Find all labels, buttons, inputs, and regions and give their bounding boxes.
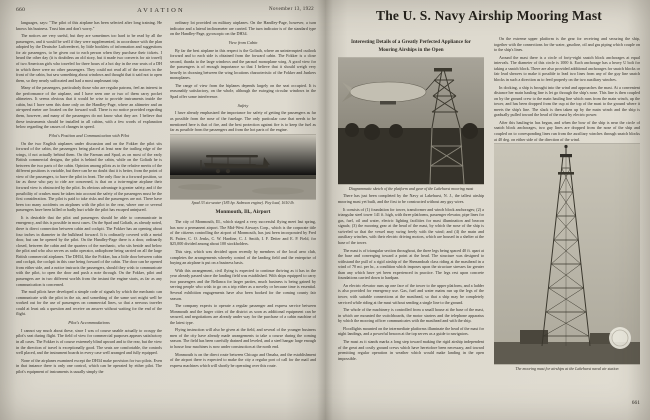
body-paragraph: I cannot say much about these, since I was of course unable actually to occupy the pilot's seat during flight. The field of view for commercial purposes appears satisfactory in all cases. The Fokker is of course extremely blind upward and to the rear, but the view in the direction of travel is exceptionally good. The seats are comfortable, the controls well placed, and the instrument boards in every case well arranged and fully equipped.	[16, 327, 162, 356]
body-paragraph: languages, says: "The pilot of this airplane has been selected after long training. He knows his business. Trust him and don't worry."	[16, 20, 162, 31]
body-paragraph: Monmouth is on the direct route between Chicago and Omaha, and the establishment of the airport there is expected to make the city a regular port of call for the mail and express machines which will shortly be operating over this route.	[170, 351, 316, 368]
body-paragraph: The range of view from the biplanes depends largely on the seat occupied. It is reasonably satisfactory, on the whole, although the swinging circular windows in the Spad offer some interference.	[170, 82, 316, 100]
page-number-left: 660	[16, 7, 26, 13]
spad-airplane-photo	[170, 135, 316, 199]
photo-caption: The mooring mast for airships at the Lakehurst naval air station	[515, 365, 619, 371]
left-page-column-2	[170, 20, 316, 406]
airship-moored-illustration	[338, 58, 484, 184]
section-heading-pilots-accommodations: Pilot's Accommodations	[68, 319, 110, 325]
section-heading-view-from-cabin: View from Cabin	[228, 39, 258, 45]
lattice-tower-illustration	[494, 144, 640, 364]
page-number-right: 661	[631, 400, 640, 406]
body-paragraph: Around the mast there is a circle of forty-eight snatch block anchorages at equal intervals. The diameter of this circle is 1000 ft. Each anchorage has a heavy U bolt for taking a snatch block. There are also provided additional anchorages for snatch blocks or fair lead sheaves to make it possible to lead two lines from any of the guy line snatch blocks in such a direction as to feed properly on the two auxiliary winches.	[494, 54, 640, 82]
body-paragraph: After this hauling-in has begun, and when the bow of the ship is near the circle of snatch block anchorages, two guy lines are dropped from the nose of the ship and coupled on to corresponding lines run from the auxiliary winches through snatch blocks at 40 deg. on either side of the direction of the wind.	[494, 119, 640, 142]
body-paragraph: On the extreme upper platform is the gear for receiving and securing the ship, together with the connections for the water, gasoline, oil and gas piping which couple on to the ship's lines.	[494, 36, 640, 53]
journal-title: AVIATION	[137, 7, 185, 14]
article-title: The U. S. Navy Airship Mooring Mast	[375, 8, 602, 23]
body-paragraph: I have already emphasized the importance for safety of getting the passengers as far as possible from the nose of the fuselage. The only particular case that needs to be mentioned here is that of fire, and the best protection against fire is to keep the fuel as far as possible from the passengers and from the hot parts of the engine.	[170, 110, 316, 133]
section-heading-pilots-position: Pilot's Position and Communication with Pilot	[48, 132, 130, 138]
body-paragraph: This step, which was decided upon recently by members of the local aero club, completes the arrangements whereby control of the landing field and the enterprise of buying an airplane is put on a business basis.	[170, 249, 316, 266]
airship-at-mast-photo	[338, 58, 484, 184]
right-page-column-2	[494, 36, 640, 406]
body-paragraph: It consists of (1) foundation for tower, transformer and winch block anchorages; (2) a triangular steel tower 141 ft. high, with three platforms, passenger elevator, pipe lines for gas, fuel, oil and water, electric lighting facilities for mast illumination and beacon signals; (3) the mooring gear at the head of the mast, by which the nose of the ship is swiveled so that the vessel may swing freely with the wind; and (4) the main and auxiliary winches, with their electric driving motors, which are housed in a shelter at the base of the tower.	[338, 206, 484, 245]
body-paragraph: Many of the passengers, particularly those who are regular patrons, feel an interest in the performance of the airplane, and I have seen one or two of them carry pocket altimeters. It seems obvious that it would be wise to provide instruments inside the cabin, but I have seen this done only on the Handley-Page, where an altimeter and an air-speed meter are located on the forward wall. There is no notice provided regarding them, however, and many of the passengers do not know what they are. I believe that these instruments should be installed in all cabins, with a few words of explanation below regarding the causes of changes in speed.	[16, 85, 162, 130]
section-heading-monmouth-airport: Monmouth, Ill., Airport	[215, 209, 271, 216]
body-paragraph: By far the best airplane in this respect is the Goliath, where an uninterrupted outlook forward and to each side is obtained from the forward cabin. The Fokker is a close second, thanks to the large windows and the parasol monoplane wing. A good view for the passengers is of enough importance so that I believe that it should weigh very heavily in choosing between the wing locations characteristic of the Fokker and Junkers monoplanes.	[170, 47, 316, 81]
body-paragraph: ordinary lot provided on military airplanes. On the Handley-Page, however, a turn indicator and a lateral inclinometer are carried. The turn indicator is of the standard type on the Handley-Page, gyroscopic on the DH34.	[170, 20, 316, 37]
body-paragraph: The city of Monmouth, Ill., which staged a very successful flying meet last spring, has now a permanent airport. The Mid-West Airways Corp., which is the corporate title of the citizens controlling the airport of Monmouth, has just been incorporated by Fred B. Pattee, C. O. Jenks, C. W. Hardine, C. J. Smith, I. F. Deiter and E. P. Field, for $25,000 divided among about 100 stockholders.	[170, 219, 316, 247]
body-paragraph: There has just been completed by the Navy at Lakehurst, N. J., the tallest airship mooring mast yet built, and the first to be constructed without any guy wires.	[338, 193, 484, 205]
photo-caption: Diagrammatic sketch of the platform and gear of the Lakehurst mooring mast	[348, 185, 474, 191]
body-paragraph: The mast as it stands marks a long step toward making the rigid airship independent of the great and costly ground crews which have heretofore been necessary, and toward permitting regular operation in weather which would make landing in the open impossible.	[338, 338, 484, 361]
section-heading-safety: Safety	[237, 102, 249, 108]
body-paragraph: The whole of the machinery is controlled from a small house at the base of the mast, in which are mounted the switchboards, the motor starters and the telephone apparatus by which the mooring officer communicates with the masthead and with the ship.	[338, 307, 484, 324]
body-paragraph: On the two English airplanes under discussion and on the Fokker the pilot sits forward of the cabin, the passengers being placed at least near the trailing edge of the wings, if not actually behind them. On the Farman and Spad, as on most of the early British commercial designs, the pilot is behind the cabin, while on the Goliath he is between the two parts of the cabin. Opinion among pilots as to the relative merits of the different positions is variable, but there can be no doubt that it is better, from the point of view of the passengers, to have the pilot in front. The only flaw in a forward position, so far as those who pay to ride are concerned, is that on a twin-engine airplane their forward view is obstructed by the pilot. Its obvious advantage is greater safety, and if the possibility of crashes must be taken into account the safety of the passengers must be the first consideration. The pilot is paid to take risks and the passengers are not. There have been too many accidents on airplanes with the pilot in the rear, where one or several passengers have been killed or badly hurt while the pilot has escaped uninjured.	[16, 140, 162, 213]
body-paragraph: Floodlights mounted on the intermediate platforms illuminate the head of the mast for night landings, and a powerful beacon at the top serves as a guide to navigators.	[338, 325, 484, 337]
body-paragraph: It is desirable that the pilot and passengers should be able to communicate in emergency, and this is possible in most cases. On the Spad and Goliath, as already noted, there is direct connection between cabin and cockpit. The Fokker has an opening about four inches in diameter in the bulkhead forward. It is ordinarily covered with a metal door, but can be opened by the pilot. On the Handley-Page there is a door, ordinarily closed, between the cabin and the quarters of the mechanic, who sits beside and below the pilot and who also serves as radio operator, radiophone being carried on all the large British commercial airplanes. The DH34, like the Fokker, has a little door between cabin and cockpit, the cockpit in this case being forward of the cabin. The door can be opened from either side, and a notice instructs the passengers, should they wish to communicate with the pilot, to open the door and push a note through. On the Fokker, pilot and passengers are in two different worlds from the instant the engine starts, as far as any communication is concerned.	[16, 214, 162, 287]
body-paragraph: None of the airplanes examined except the DH34 make provision for two pilots. Even in that instance there is only one control, which can be operated by either pilot. The pilot's equipment of instruments is usually simply the	[16, 357, 162, 374]
body-paragraph: An electric elevator runs up one face of the tower to the upper platform, and a ladder is also provided for emergency use. Gas, fuel and water mains run up the legs of the tower, with suitable connections at the masthead, so that a ship may be completely serviced while riding at the mast without sending a single line to the ground.	[338, 282, 484, 305]
body-paragraph: The mail pilots have developed a simple code of signals by which the mechanic can communicate with the pilot in the air, and something of the same sort might well be worked out for the use of passengers on commercial lines, so that a nervous traveler could at least ask a question and receive an answer without waiting for the end of the flight.	[16, 289, 162, 317]
body-paragraph: In docking, a ship is brought into the wind and approaches the mast. At a convenient distance her main hauling line is let go through the ship's nose. This line is then coupled on by the ground crew to the main hauling line which runs from the main winch, up the tower, and has been dropped from the cup at the top of the mast to the ground where it meets the ship's line. The slack is then taken up by the main winch and the ship is gradually pulled toward the head of the mast by electric power.	[494, 84, 640, 118]
right-page-column-1	[338, 36, 484, 406]
body-paragraph: The notices are very useful, but they are sometimes too hard to be read by all the passengers, and it would be well if they were supplemented, in accordance with the plan adopted by the Deutsche Luftreederei, by little booklets of information and suggestions for air passengers, to be given out to each person when they purchase their tickets. I heard the other day (it is doubtless an old story, but it made two converts for air travel) of two American girls who traveled for three hours of a hot day in the rear seats of a DH in which there were no other passengers. They could not read all of the notices in the front of the cabin, but saw something about windows and thought that it said not to open them, so they nearly suffocated and had a most unpleasant trip.	[16, 33, 162, 83]
body-paragraph: Flying instruction will also be given at the field, and several of the younger business men of the city have already made arrangements to take a course during the coming season. The field has been carefully drained and leveled, and a steel hangar large enough to house four machines is now under construction at the north end.	[170, 327, 316, 350]
body-paragraph: With this arrangement, civil flying is expected to continue thriving as it has in the year already passed since the landing field was established. With ships equipped to carry two passengers and the Bellanca for larger parties, much business is being gained by serving people who wish to go on a trip either as a novelty or because time is essential. Several exhibition engagements have also been booked for the coming county fair season.	[170, 267, 316, 301]
mooring-mast-tower-photo	[494, 144, 640, 364]
left-page-column-1	[16, 20, 162, 406]
issue-date: November 13, 1922	[269, 7, 314, 12]
body-paragraph: The mast is of triangular section throughout, the three legs being spaced 40 ft. apart at the base and converging toward a point at the head. The structure was designed to withstand the pull of a rigid airship of the Shenandoah class riding at the masthead in a wind of 70 mi. per hr., a condition which imposes upon the structure stresses far greater than any which have yet been experienced in practice. The legs rest upon concrete foundations carried down to hardpan.	[338, 247, 484, 281]
article-subtitle: Interesting Details of a Greatly Perfected Appliance for Mooring Airships in the Open	[351, 39, 471, 53]
body-paragraph: The company expects to operate a regular passenger and express service between Monmouth and the larger cities of the district as soon as additional equipment can be secured, and negotiations are already under way for the purchase of a cabin machine of the latest type.	[170, 303, 316, 325]
photo-caption: Spad 33 six-seater (185 hp. Salmson engine). Pay load, 1610 lb.	[191, 200, 295, 206]
airplane-silhouette	[170, 135, 316, 199]
